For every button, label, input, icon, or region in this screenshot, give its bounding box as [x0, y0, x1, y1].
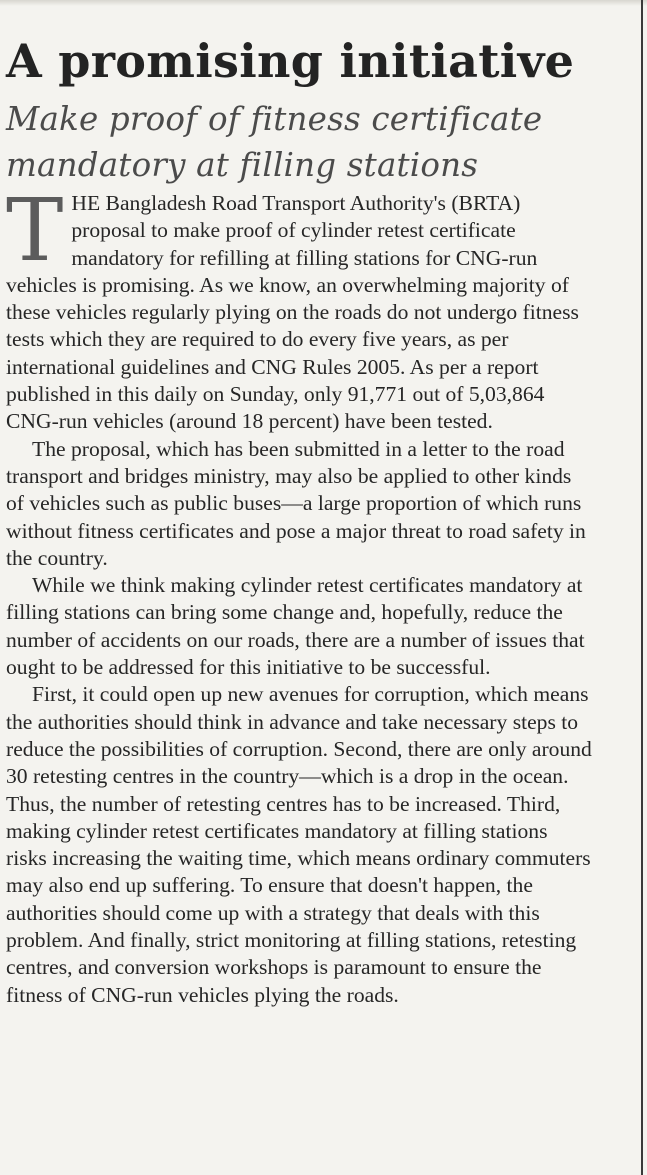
- top-rule: [0, 0, 647, 6]
- paragraph-2: The proposal, which has been submitted in a letter to the road transport and bridges ministry, may also be applied to other kinds of vehicles such as public buses—a large proportion of which runs without fitness certificates and pose a major threat to road safety in the country.: [6, 436, 586, 570]
- column-border: [641, 0, 643, 1175]
- article-body: [6, 181, 592, 1009]
- paragraph-3: While we think making cylinder retest certificates mandatory at filling stations can bring some change and, hopefully, reduce the number of accidents on our roads, there are a number of issues that ought to be addressed for this initiative to be successful.: [6, 573, 585, 680]
- paragraph-4: First, it could open up new avenues for corruption, which means the authorities should think in advance and take necessary steps to reduce the possibilities of corruption. Second, there are only around 30 retesting centres in the country—which is a drop in the ocean. Thus, the number of retesting centres has to be increased. Third, making cylinder retest certificates mandatory at filling stations risks increasing the waiting time, which means ordinary commuters may also end up suffering. To ensure that doesn't happen, the authorities should come up with a strategy that deals with this problem. And finally, strict monitoring at filling stations, retesting centres, and conversion workshops is paramount to ensure the fitness of CNG-run vehicles plying the roads.: [6, 682, 592, 1007]
- drop-cap: T: [6, 181, 64, 281]
- headline: A promising initiative: [6, 34, 575, 88]
- subheadline: Make proof of fitness certificate mandatory at filling stations: [6, 100, 543, 184]
- paragraph-1: [6, 181, 592, 436]
- paragraph-1-text: HE Bangladesh Road Transport Authority's (BRTA) proposal to make proof of cylinder retest certificate mandatory for refilling at filling stations for CNG-run vehicles is promising. As we know, an overwhelming majority of these vehicles regularly plying on the roads do not undergo fitness tests which they are required to do every five years, as per international guidelines and CNG Rules 2005. As per a report published in this daily on Sunday, only 91,771 out of 5,03,864 CNG-run vehicles (around 18 percent) have been tested.: [6, 191, 579, 434]
- editorial-article: [6, 30, 592, 1009]
